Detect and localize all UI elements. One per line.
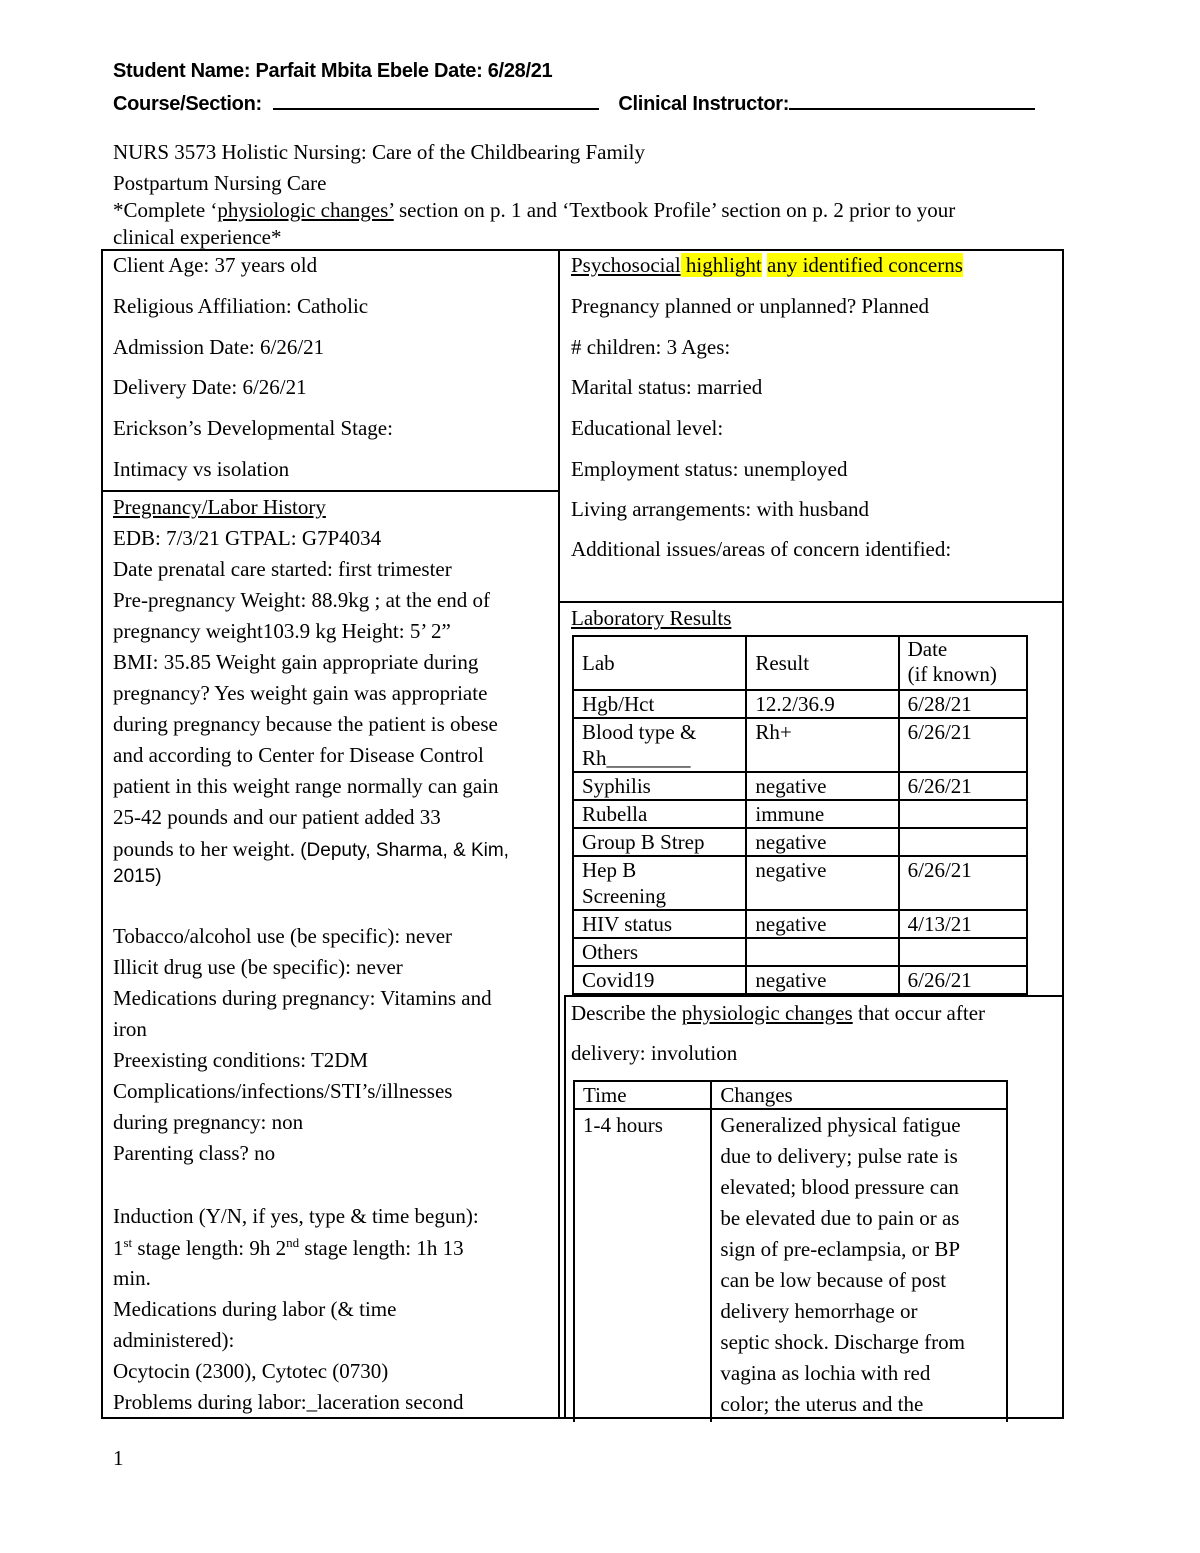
lab-result-cell: negative [746,772,898,800]
lab-date-cell [899,800,1027,828]
lab-result-cell: negative [746,828,898,856]
lab-header-row [573,636,1027,690]
history-line-4: BMI: 35.85 Weight gain appropriate during [113,650,479,674]
employment-status: Employment status: unemployed [571,457,848,481]
physio-section-divider [564,995,1064,997]
page-number: 1 [113,1446,124,1470]
stage2-text: stage length: 1h 13 [299,1236,464,1260]
lab-name: Rubella [582,802,648,826]
changes-row [574,1109,1007,1422]
pregnancy-planned: Pregnancy planned or unplanned? Planned [571,294,930,318]
lab-row [573,690,1027,718]
instruction-line-2: clinical experience* [113,225,282,249]
history-line-0: EDB: 7/3/21 GTPAL: G7P4034 [113,526,382,550]
induction-line: Induction (Y/N, if yes, type & time begun): [113,1204,479,1228]
lab-name: Hgb/Hct [582,692,655,716]
lab-name: Covid19 [582,968,655,992]
lab-name-cell [573,690,746,718]
religious-affiliation: Religious Affiliation: Catholic [113,294,369,318]
date-header-sub: (if known) [907,662,997,686]
labor-med-line-2: Ocytocin (2300), Cytotec (0730) [113,1359,389,1383]
lab-name-cell [573,800,746,828]
history-line-5: pregnancy? Yes weight gain was appropriate [113,681,488,705]
history-line-6: during pregnancy because the patient is obese [113,712,498,736]
changes-line: septic shock. Discharge from [720,1330,965,1354]
history-detail-line-7: Parenting class? no [113,1141,276,1165]
box-left-border [101,249,103,1419]
physio-desc-underlined: physiologic changes [681,1001,853,1025]
admission-date: Admission Date: 6/26/21 [113,335,325,359]
history-line-2: Pre-pregnancy Weight: 88.9kg ; at the end of [113,588,490,612]
highlight-word: highlight [680,253,762,277]
right-section-divider [558,601,1064,603]
lab-result-cell: immune [746,800,898,828]
lab-result-cell: Rh+ [746,718,898,772]
physio-desc-rest: that occur after [852,1001,986,1025]
history-line-1: Date prenatal care started: first trimester [113,557,452,581]
stage1-text: stage length: 9h 2 [132,1236,287,1260]
lab-name-cell [573,910,746,938]
changes-line: delivery hemorrhage or [720,1299,918,1323]
changes-cell [711,1109,1007,1422]
lab-name-line2: Rh________ [582,746,691,770]
erickson-label: Erickson’s Developmental Stage: [113,416,393,440]
date-header-text: Date [907,637,948,661]
living-arrangements: Living arrangements: with husband [571,497,870,521]
lab-name-cell [573,966,746,994]
result-col-header: Result [746,636,898,690]
left-section-divider [101,490,560,492]
student-name-line: Student Name: Parfait Mbita Ebele Date: 6/28/21 [113,60,553,82]
citation-year: 2015) [113,866,162,887]
history-line-9: 25-42 pounds and our patient added 33 [113,805,441,829]
instruction-underlined: physiologic changes’ [217,198,394,222]
lab-date-cell: 6/26/21 [899,772,1027,800]
changes-line: sign of pre-eclampsia, or BP [720,1237,961,1261]
changes-col-header: Changes [711,1081,1007,1109]
instructor-label: Clinical Instructor: [618,93,790,115]
labor-med-line-3: Problems during labor:_laceration second [113,1390,464,1414]
box-right-border [1062,249,1064,1419]
history-detail-line-4: Preexisting conditions: T2DM [113,1048,369,1072]
page-subtitle: Postpartum Nursing Care [113,171,327,195]
lab-name-cell [573,856,746,910]
citation: (Deputy, Sharma, & Kim, [300,840,509,861]
physio-description-2: delivery: involution [571,1041,738,1065]
lab-row [573,856,1027,910]
changes-line: vagina as lochia with red [720,1361,931,1385]
lab-row [573,718,1027,772]
changes-line: color; the uterus and the [720,1392,924,1416]
history-detail-line-3: iron [113,1017,147,1041]
psychosocial-heading-line [571,253,963,278]
lab-row [573,772,1027,800]
lab-result-cell: negative [746,910,898,938]
erickson-value: Intimacy vs isolation [113,457,290,481]
delivery-date: Delivery Date: 6/26/21 [113,375,307,399]
history-line-7: and according to Center for Disease Control [113,743,484,767]
lab-name-line2: Screening [582,884,666,908]
changes-line: be elevated due to pain or as [720,1206,960,1230]
lab-row [573,966,1027,994]
labor-med-line-1: administered): [113,1328,235,1352]
education-level: Educational level: [571,416,724,440]
changes-header-row [574,1081,1007,1109]
lab-row [573,828,1027,856]
physio-desc-prefix: Describe the [571,1001,682,1025]
lab-date-cell: 6/26/21 [899,856,1027,910]
instruction-line [113,198,955,223]
lab-result-cell [746,938,898,966]
lab-name-cell [573,772,746,800]
date-col-header [899,636,1027,690]
instruction-rest: section on p. 1 and ‘Textbook Profile’ section on p. 2 prior to your [393,198,956,222]
history-detail-line-1: Illicit drug use (be specific): never [113,955,403,979]
history-detail-line-2: Medications during pregnancy: Vitamins and [113,986,492,1010]
lab-date-cell: 6/26/21 [899,718,1027,772]
lab-date-cell: 6/26/21 [899,966,1027,994]
course-blank [273,90,599,110]
stage1-sup: st [123,1235,133,1250]
psychosocial-heading: Psychosocial [571,253,681,277]
lab-result-cell: negative [746,966,898,994]
history-heading: Pregnancy/Labor History [113,495,326,519]
lab-heading: Laboratory Results [571,606,732,630]
lab-name: Others [582,940,638,964]
lab-date-cell [899,828,1027,856]
history-line-8: patient in this weight range normally can gain [113,774,499,798]
history-detail-line-5: Complications/infections/STI’s/illnesses [113,1079,453,1103]
lab-result-cell: 12.2/36.9 [746,690,898,718]
lab-result-cell: negative [746,856,898,910]
instruction-prefix: *Complete ‘ [113,198,218,222]
lab-name: Group B Strep [582,830,705,854]
highlight-phrase: any identified concerns [767,253,963,277]
lab-name: Syphilis [582,774,651,798]
changes-line: can be low because of post [720,1268,947,1292]
physio-description [571,1001,985,1026]
course-section-line [113,90,1035,116]
children-count: # children: 3 Ages: [571,335,731,359]
history-weight-line [113,837,509,862]
lab-table [572,635,1028,995]
labor-med-line-0: Medications during labor (& time [113,1297,397,1321]
time-col-header: Time [574,1081,711,1109]
instructor-blank [789,90,1035,110]
lab-col-header: Lab [573,636,746,690]
stage-length-line [113,1235,464,1261]
lab-name-cell [573,938,746,966]
additional-issues: Additional issues/areas of concern identified: [571,537,952,561]
history-detail-line-0: Tobacco/alcohol use (be specific): never [113,924,453,948]
history-detail-line-6: during pregnancy: non [113,1110,304,1134]
column-divider-inner [564,996,566,1418]
lab-name-cell [573,828,746,856]
history-weight-text: pounds to her weight. [113,837,301,861]
client-age: Client Age: 37 years old [113,253,318,277]
lab-date-cell: 4/13/21 [899,910,1027,938]
box-top-border [101,249,1064,251]
changes-line: Generalized physical fatigue [720,1113,961,1137]
changes-table [573,1080,1008,1422]
lab-row [573,938,1027,966]
lab-row [573,800,1027,828]
marital-status: Marital status: married [571,375,763,399]
course-title: NURS 3573 Holistic Nursing: Care of the Childbearing Family [113,140,645,164]
lab-name: Hep B [582,858,637,882]
lab-date-cell: 6/28/21 [899,690,1027,718]
column-divider [558,249,560,1419]
lab-name: Blood type & [582,720,697,744]
lab-date-cell [899,938,1027,966]
changes-line: due to delivery; pulse rate is [720,1144,958,1168]
history-line-3: pregnancy weight103.9 kg Height: 5’ 2” [113,619,451,643]
lab-name: HIV status [582,912,673,936]
changes-line: elevated; blood pressure can [720,1175,959,1199]
stage1-num: 1 [113,1236,124,1260]
stage2-sup: nd [286,1235,300,1250]
time-cell: 1-4 hours [574,1109,711,1422]
lab-row [573,910,1027,938]
min-line: min. [113,1266,151,1290]
lab-name-cell [573,718,746,772]
course-label: Course/Section: [113,93,262,115]
